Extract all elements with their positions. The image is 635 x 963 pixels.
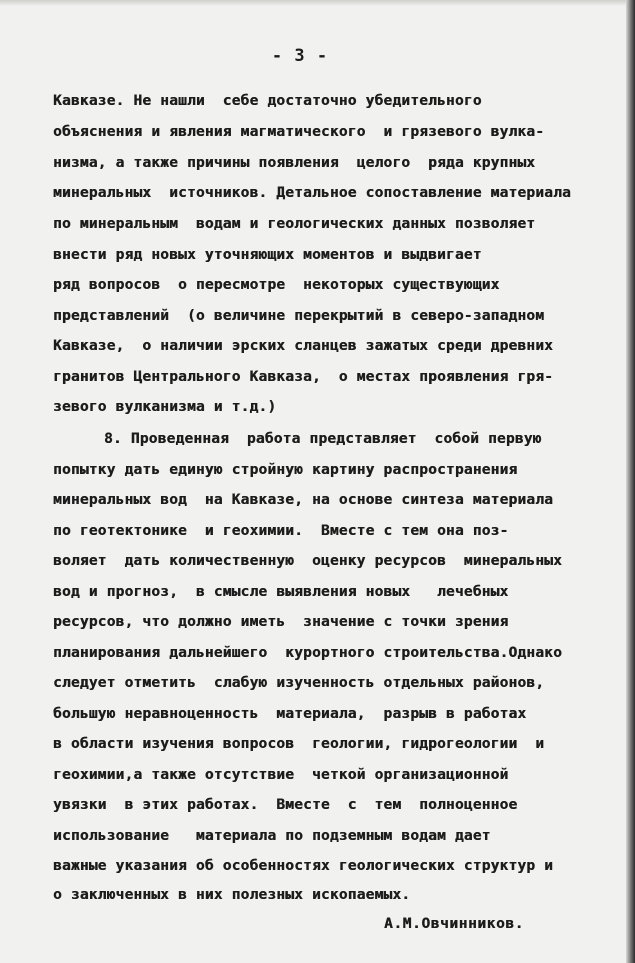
text-line: планирования дальнейшего курортного строительства.Однако — [53, 645, 562, 661]
text-line: Кавказе. Не нашли себе достаточно убедительного — [53, 93, 482, 109]
text-line: гранитов Центрального Кавказа, о местах проявления гря- — [53, 369, 554, 385]
text-line: минеральных источников. Детальное сопоставление материала — [53, 185, 571, 201]
text-line: низма, а также причины появления целого ряда крупных — [53, 155, 536, 171]
text-line: в области изучения вопросов геологии, гидрогеологии и — [53, 736, 545, 752]
text-line: попытку дать единую стройную картину распространения — [53, 462, 518, 478]
signature: А.М.Овчинников. — [384, 916, 524, 932]
text-line: вод и прогноз, в смысле выявления новых лечебных — [53, 584, 509, 600]
scan-right-edge — [626, 0, 635, 963]
text-line: внести ряд новых уточняющих моментов и выдвигает — [53, 247, 482, 263]
text-line: о заключенных в них полезных ископаемых. — [53, 887, 411, 903]
text-line: по минеральным водам и геологических данных позволяет — [53, 216, 536, 232]
text-line: минеральных вод на Кавказе, на основе синтеза материала — [53, 492, 554, 508]
page-number: - 3 - — [271, 46, 329, 66]
text-line: по геотектонике и геохимии. Вместе с тем она поз- — [53, 523, 509, 539]
text-line: увязки в этих работах. Вместе с тем полноценное — [53, 797, 518, 813]
text-line: 8. Проведенная работа представляет собой первую — [104, 431, 542, 447]
text-line: зевого вулканизма и т.д.) — [53, 399, 277, 415]
text-line: ресурсов, что должно иметь значение с точки зрения — [53, 614, 509, 630]
text-line: следует отметить слабую изученность отдельных районов, — [53, 675, 545, 691]
scan-top-shadow — [0, 0, 635, 6]
text-line: важные указания об особенностях геологических структур и — [53, 858, 554, 874]
text-line: представлений (о величине перекрытий в северо-западном — [53, 308, 545, 324]
text-line: объяснения и явления магматического и грязевого вулка- — [53, 124, 545, 140]
text-line: воляет дать количественную оценку ресурсов минеральных — [53, 553, 562, 569]
text-line: использование материала по подземным водам дает — [53, 828, 491, 844]
text-line: ряд вопросов о пересмотре некоторых существующих — [53, 277, 500, 293]
text-line: Кавказе, о наличии эрских сланцев зажатых среди древних — [53, 338, 554, 354]
text-line: большую неравноценность материала, разрыв в работах — [53, 706, 527, 722]
text-line: геохимии,а также отсутствие четкой организационной — [53, 767, 509, 783]
